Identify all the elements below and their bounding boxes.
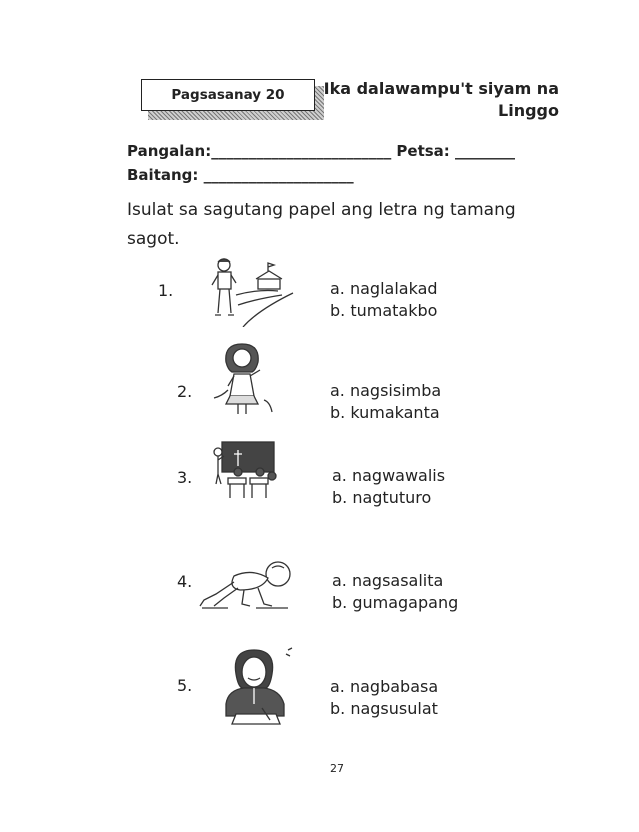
item-number: 4. <box>177 572 193 591</box>
choice-a: a. nagbabasa <box>330 677 439 696</box>
instruction-text: Isulat sa sagutang papel ang letra ng tamang sagot. <box>127 200 516 249</box>
week-title-line2: Linggo <box>498 101 559 120</box>
woman-writing-picture <box>214 644 298 728</box>
choice-b: b. nagsusulat <box>330 699 438 718</box>
teacher-in-classroom-picture <box>208 438 280 504</box>
week-title-line1: Ika dalawampu't siyam na <box>323 79 559 98</box>
week-title <box>319 78 559 122</box>
choice-b: b. kumakanta <box>330 403 440 422</box>
choice-b: b. nagtuturo <box>332 488 432 507</box>
baby-crawling-picture <box>198 558 296 612</box>
girl-singing-with-microphone-picture <box>212 340 274 418</box>
grade-field: Baitang: ____________________ <box>127 166 354 184</box>
choice-b: b. gumagapang <box>332 593 459 612</box>
name-date-field: Pangalan:________________________ Petsa: ________ <box>127 142 516 160</box>
page-number: 27 <box>330 762 344 775</box>
exercise-badge <box>141 79 315 111</box>
item-number: 2. <box>177 382 193 401</box>
item-number: 1. <box>158 281 174 300</box>
choice-a: a. nagwawalis <box>332 466 446 485</box>
item-number: 3. <box>177 468 193 487</box>
choice-a: a. nagsasalita <box>332 571 444 590</box>
choice-b: b. tumatakbo <box>330 301 438 320</box>
item-number: 5. <box>177 676 193 695</box>
exercise-badge-label: Pagsasanay 20 <box>171 87 285 103</box>
choice-a: a. naglalakad <box>330 279 438 298</box>
boy-walking-on-path-picture <box>198 255 298 327</box>
choice-a: a. nagsisimba <box>330 381 442 400</box>
